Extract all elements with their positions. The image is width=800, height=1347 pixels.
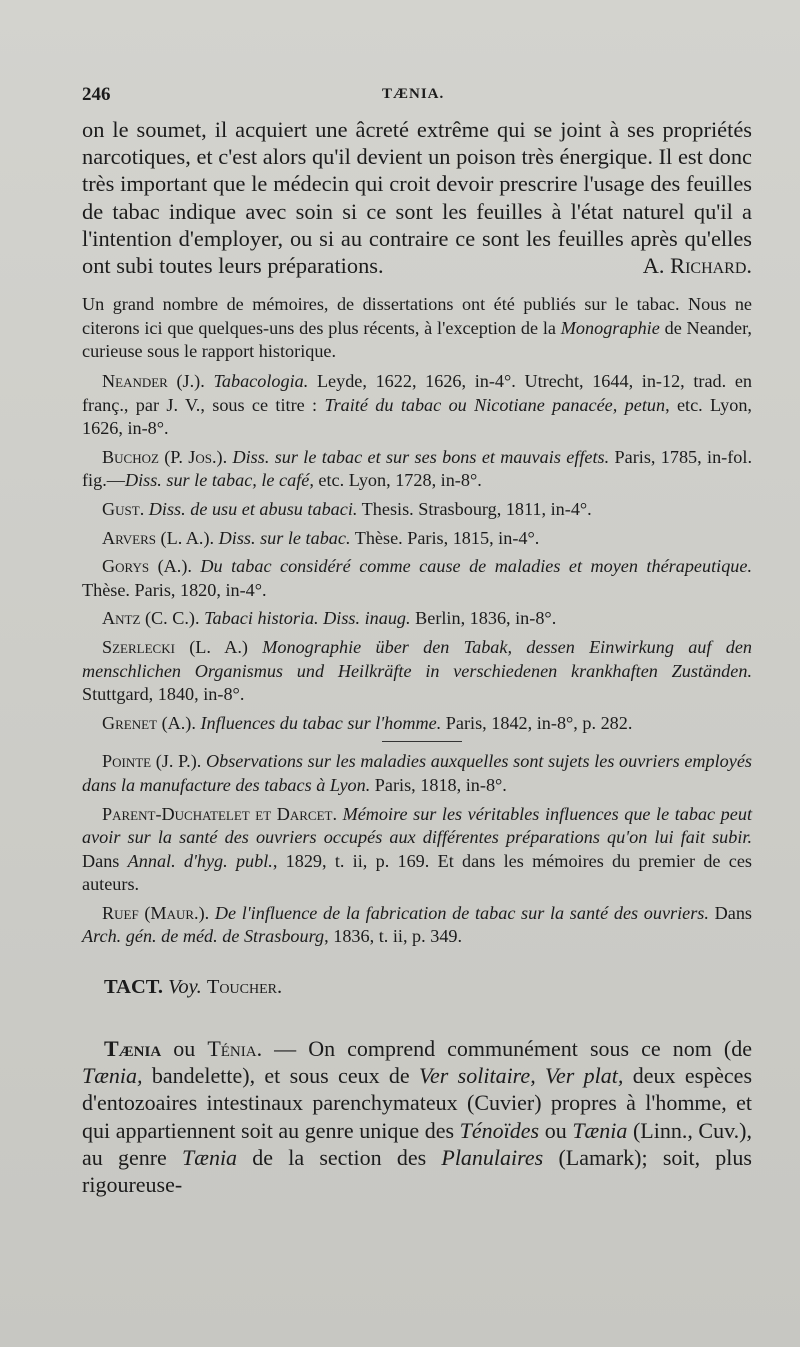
cross-reference: Toucher. <box>206 976 283 999</box>
see-also-label: Voy. <box>168 976 202 999</box>
entry-details: Paris, 1842, in-8°, p. 282. <box>445 712 633 733</box>
entry-author: Buchoz (P. Jos.). <box>102 446 228 467</box>
bibliography <box>82 293 752 949</box>
intro-paragraph <box>82 116 752 279</box>
entry-title: Monographie über den Tabak, dessen Einwirkung auf den menschlichen Organismus und Heilkräfte in verschiedenen krankhaften Zuständen. <box>82 636 752 681</box>
entry-author: Parent-Duchatelet et Darcet. <box>102 803 338 824</box>
entry-details: Berlin, 1836, in-8°. <box>415 608 557 629</box>
entry-title: Tabacologia. <box>213 371 309 391</box>
entry-details-secondary: etc. Lyon, 1728, in-8°. <box>313 470 482 491</box>
bibliography-list-occupational <box>82 750 752 949</box>
intro-text: on le soumet, il acquiert une âcreté extrême qui se joint à ses propriétés narcotiques, et c'est alors qu'il devient un poison très énergique. Il est donc très important que le médecin qui croit devoir prescrire l'usage des feuilles de tabac indique avec soin si ce sont les feuilles à l'état naturel qu'il a l'intention d'employer, ou si au contraire ce sont les feuilles après qu'elles ont subi toutes leurs préparations. <box>82 117 752 279</box>
entry-details: Dans <box>714 902 752 923</box>
entry-details: Thesis. Strasbourg, 1811, in-4°. <box>361 498 592 519</box>
entry-author: Grenet (A.). <box>102 712 196 733</box>
entry-details: Paris, 1785, in-fol. fig.— <box>82 446 752 491</box>
entry-title: Influences du tabac sur l'homme. <box>200 712 442 733</box>
section-divider <box>382 741 462 742</box>
entry-details-secondary: , etc. Lyon, 1626, in-8°. <box>82 394 752 439</box>
entry-title: Mémoire sur les véritables influences que le tabac peut avoir sur la santé des ouvriers occupés aux différentes préparations qu'on lui fait subir. <box>82 803 752 848</box>
entry-details-secondary: , 1829, t. ii, p. 169. Et dans les mémoires du premier de ces auteurs. <box>82 850 752 895</box>
running-title: TÆNIA. <box>382 86 445 102</box>
bibliography-entry <box>82 555 752 602</box>
bibliography-entry <box>82 803 752 897</box>
entry-author: Szerlecki (L. A.) <box>102 636 248 657</box>
entry-details: Leyde, 1622, 1626, in-4°. Utrecht, 1644, in-12, trad. en franç., par J. V., sous ce titre : <box>82 371 753 415</box>
entry-details-secondary: , 1836, t. ii, p. 349. <box>324 926 463 947</box>
entry-author: Antz (C. C.). <box>102 608 200 629</box>
author-signature: A. Richard. <box>642 253 752 279</box>
entry-details: Stuttgard, 1840, in-8°. <box>82 684 245 705</box>
entry-author: Gust. <box>102 498 145 519</box>
entry-title: Tabaci historia. Diss. inaug. <box>204 608 411 629</box>
page-header <box>82 84 752 114</box>
bibliography-intro: Un grand nombre de mémoires, de dissertations ont été publiés sur le tabac. Nous ne citerons ici que quelques-uns des plus récents, à l'exception de la Monographie de Neander, curieuse sous le rapport historique. <box>82 294 752 362</box>
bibliography-entry <box>82 370 752 441</box>
entry-author: Pointe (J. P.). <box>102 751 202 772</box>
entry-head-tact: TACT. <box>104 976 164 999</box>
bibliography-entry <box>82 607 752 631</box>
entry-author: Arvers (L. A.). <box>102 527 215 548</box>
entry-title-secondary: Annal. d'hyg. publ. <box>127 850 273 871</box>
entry-head-taenia: Tænia <box>104 1036 162 1062</box>
page-number: 246 <box>82 84 111 105</box>
entry-title-secondary: Arch. gén. de méd. de Strasbourg <box>82 926 325 947</box>
entry-title: Observations sur les maladies auxquelles sont sujets les ouvriers employés dans la manufacture des tabacs à Lyon. <box>82 751 752 795</box>
entry-details: Thèse. Paris, 1820, in-4°. <box>82 579 267 600</box>
bibliography-entry <box>82 527 752 551</box>
entry-tact <box>82 973 752 1001</box>
entry-author: Ruef (Maur.). <box>102 902 210 923</box>
entry-author: Neander (J.). <box>102 371 205 391</box>
bibliography-entry <box>82 498 752 522</box>
entry-author: Gorys (A.). <box>102 556 192 577</box>
bibliography-entry <box>82 446 752 493</box>
bibliography-entry <box>82 712 752 736</box>
bibliography-entry <box>82 750 752 797</box>
entry-details: Thèse. Paris, 1815, in-4°. <box>354 527 540 548</box>
bibliography-entry <box>82 902 752 949</box>
entry-title: De l'influence de la fabrication de tabac sur la santé des ouvriers. <box>214 902 709 923</box>
entry-title: Diss. sur le tabac et sur ses bons et mauvais effets. <box>232 446 610 467</box>
entry-taenia: Tænia ou Ténia. — On comprend communément sous ce nom (de Tænia, bandelette), et sous ceux de Ver solitaire, Ver plat, deux espèces d'entozoaires intestinaux parenchymateux (Cuvier) propres à l'homme, et qui appartiennent soit au genre unique des Ténoïdes ou Tænia (Linn., Cuv.), au genre Tænia de la section des Planulaires (Lamark); soit, plus rigoureuse- <box>82 1036 753 1198</box>
entry-title: Du tabac considéré comme cause de maladies et moyen thérapeutique. <box>200 556 752 577</box>
entry-title: Diss. sur le tabac. <box>218 527 351 548</box>
entry-title-secondary: Diss. sur le tabac, le café, <box>124 470 314 491</box>
entry-details: Paris, 1818, in-8°. <box>374 774 507 795</box>
entry-title-secondary: Traité du tabac ou Nicotiane panacée, petun <box>324 394 666 415</box>
entry-title: Diss. de usu et abusu tabaci. <box>148 498 358 519</box>
page-body <box>82 116 752 1220</box>
bibliography-entry <box>82 636 752 707</box>
bibliography-list <box>82 370 752 735</box>
entry-details: Dans <box>82 850 128 871</box>
